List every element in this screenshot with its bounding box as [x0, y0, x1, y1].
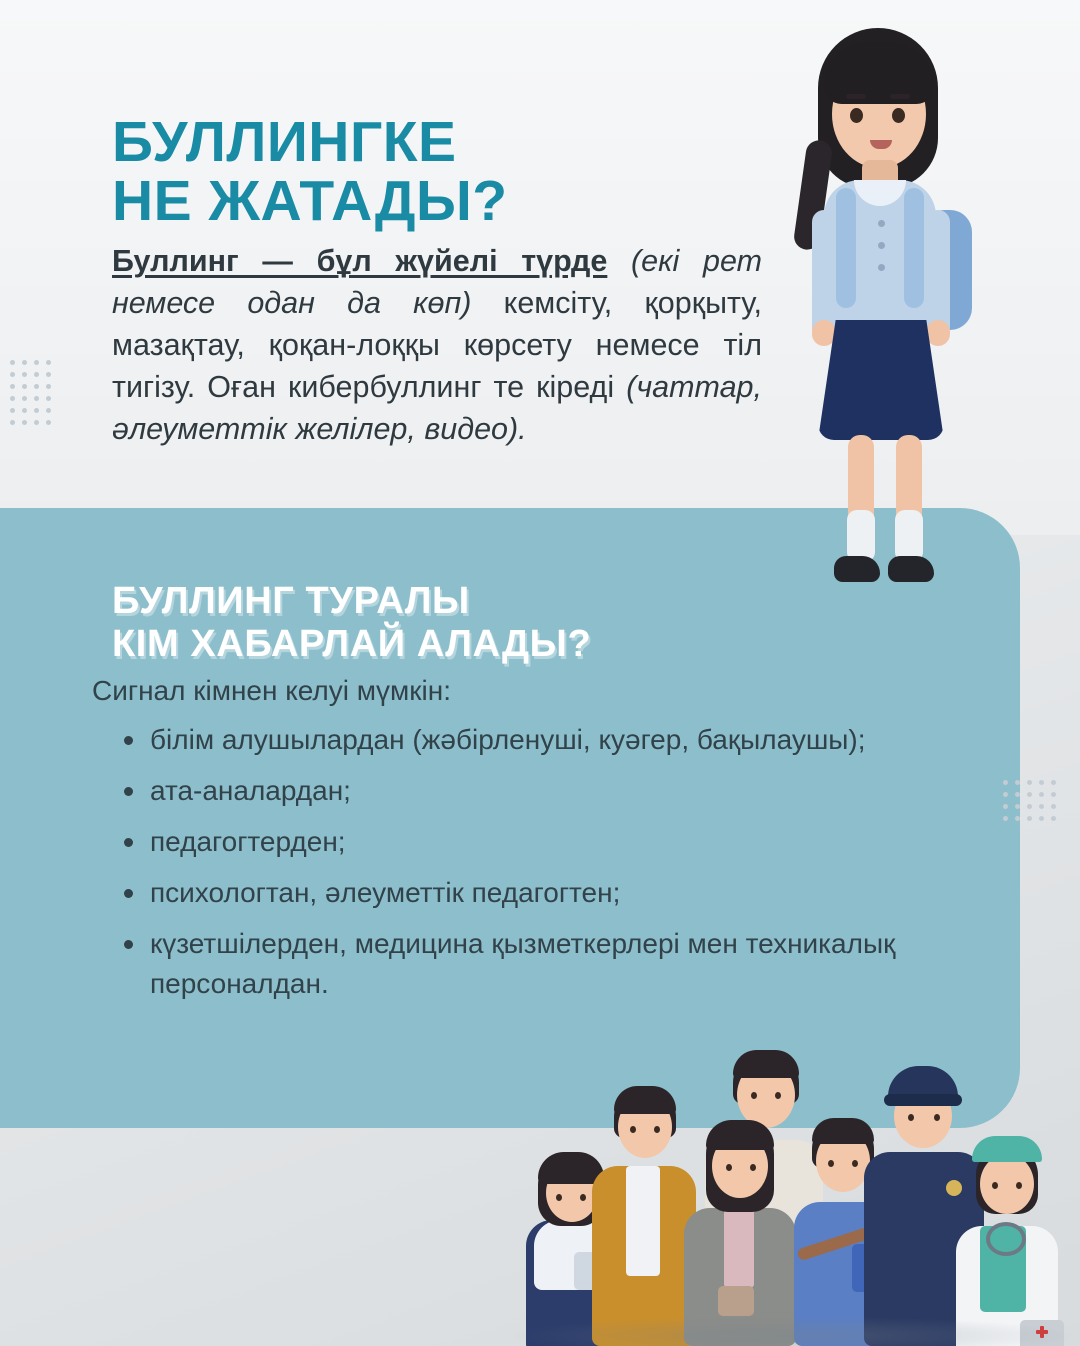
- section1-body-italic-2: (чаттар, әлеуметтік желілер, видео).: [112, 370, 762, 447]
- head-shape: [980, 1154, 1034, 1214]
- list-item: ата-аналардан;: [110, 771, 900, 812]
- shirt-button: [878, 220, 885, 227]
- eyebrow-left: [846, 94, 866, 99]
- sock-right: [895, 510, 923, 562]
- medical-cap-icon: [972, 1136, 1042, 1162]
- section2-heading: [112, 580, 832, 665]
- shoe-left: [834, 556, 880, 582]
- stethoscope-icon: [986, 1222, 1026, 1256]
- section2-intro: Сигнал кімнен келуі мүмкін:: [92, 675, 451, 706]
- hair-fringe: [733, 1050, 799, 1078]
- section2-bullet-list: [110, 720, 900, 1015]
- shirt-button: [878, 242, 885, 249]
- sock-left: [847, 510, 875, 562]
- section2-heading-line2: КІМ ХАБАРЛАЙ АЛАДЫ?: [112, 622, 592, 665]
- section1-heading-line1: БУЛЛИНГКЕ: [112, 110, 457, 174]
- group-ground-shadow: [500, 1316, 1080, 1346]
- backpack-strap-left: [836, 188, 856, 308]
- eye-left: [850, 108, 863, 123]
- schoolgirl-illustration: [790, 20, 990, 620]
- list-item: білім алушылардан (жәбірленуші, куәгер, бақылаушы);: [110, 720, 900, 761]
- inner-top: [724, 1208, 754, 1288]
- inner-shirt: [626, 1166, 660, 1276]
- list-item: педагогтерден;: [110, 822, 900, 863]
- hair-fringe: [706, 1120, 774, 1150]
- list-item: психологтан, әлеуметтік педагогтен;: [110, 873, 900, 914]
- dot-grid-decoration-right: [1003, 780, 1056, 821]
- shoe-right: [888, 556, 934, 582]
- book-shape: [718, 1286, 754, 1316]
- hair-fringe: [614, 1086, 676, 1114]
- cap-brim: [884, 1094, 962, 1106]
- section1-body-italic-1: (екі рет немесе одан да көп): [112, 244, 762, 321]
- section1-body: [112, 240, 762, 450]
- group-illustration: [500, 1020, 1080, 1346]
- section1-body-plain: кемсіту, қорқыту, мазақтау, қоқан-лоққы көрсету немесе тіл тигізу. Оған кибербуллинг те кіреді: [112, 286, 762, 405]
- section1-heading-line2: НЕ ЖАТАДЫ?: [112, 168, 508, 233]
- section2-heading-line1: БУЛЛИНГ ТУРАЛЫ: [112, 580, 470, 622]
- eye-right: [892, 108, 905, 123]
- section1-body-bold: Буллинг — бұл жүйелі түрде: [112, 244, 608, 278]
- figure-medical-worker: [950, 1130, 1065, 1346]
- hair-top-shape: [824, 42, 934, 104]
- list-item: күзетшілерден, медицина қызметкерлері мен техникалық персоналдан.: [110, 924, 900, 1006]
- skirt-shape: [818, 320, 944, 440]
- shirt-button: [878, 264, 885, 271]
- backpack-strap-right: [904, 188, 924, 308]
- dot-grid-decoration-left: [10, 360, 51, 425]
- figure-teacher-woman: [680, 1118, 800, 1346]
- section1-heading: [112, 110, 752, 233]
- eyebrow-right: [890, 94, 910, 99]
